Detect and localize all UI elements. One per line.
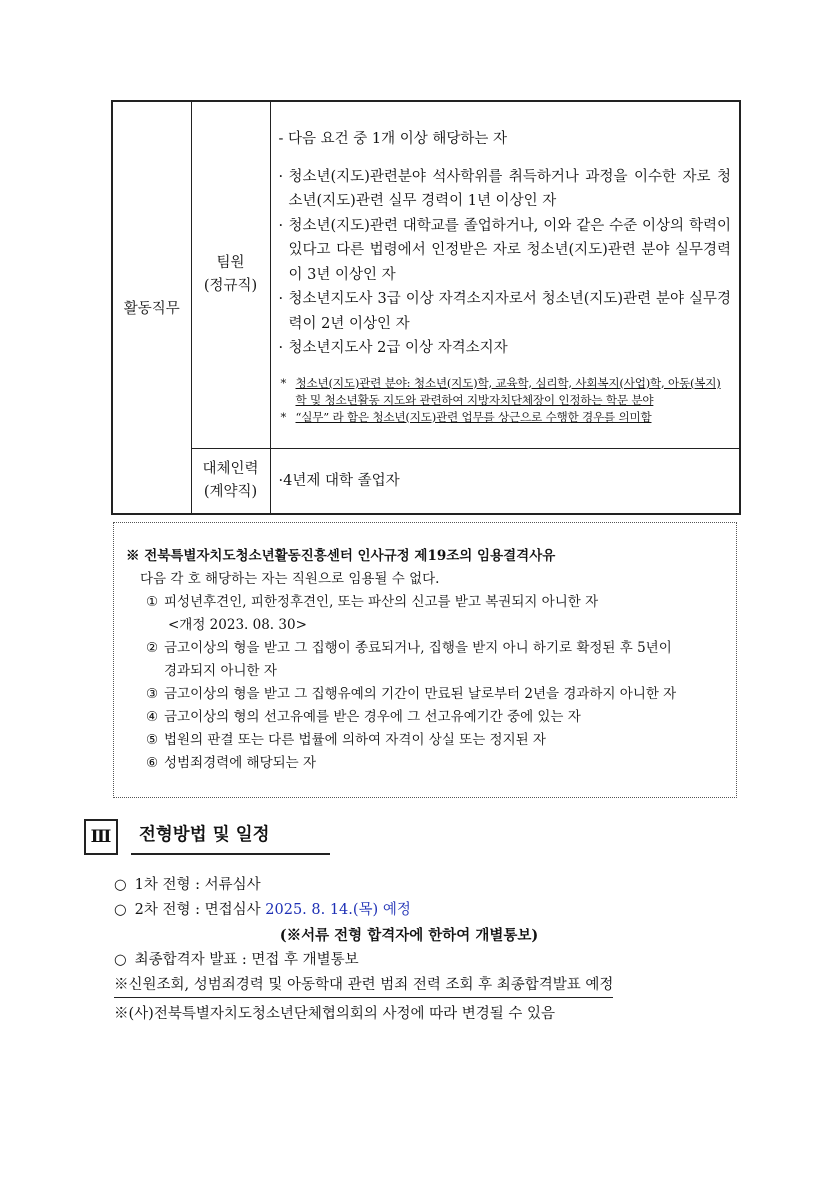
requirements-cell <box>270 101 740 449</box>
schedule-second-round: ○ 2차 전형 : 면접심사 2025. 8. 14.(목) 예정 <box>114 898 744 923</box>
role-type: (정규직) <box>203 278 258 294</box>
list-item: ④ 금고이상의 형의 선고유예를 받은 경우에 그 선고유예기간 중에 있는 자 <box>126 706 726 729</box>
item-number: ⑥ <box>146 755 159 771</box>
role-title: 팀원 <box>216 255 245 271</box>
list-item: ⑤ 법원의 판결 또는 다른 법률에 의하여 자격이 상실 또는 정지된 자 <box>126 729 726 752</box>
notice-subject-to-change: ※(사)전북특별자치도청소년단체협의회의 사정에 따라 변경될 수 있음 <box>114 1006 556 1022</box>
note-item: * “실무” 라 함은 청소년(지도)관련 업무를 상근으로 수행한 경우를 의미함 <box>280 409 652 424</box>
notice-background-check: ※신원조회, 성범죄경력 및 아동학대 관련 범죄 전력 조회 후 최종합격발표 예정 <box>114 973 744 998</box>
requirements-intro: - 다음 요건 중 1개 이상 해당하는 자 <box>278 130 507 147</box>
section-number: Ⅲ <box>84 819 118 855</box>
alt-role-type: (계약직) <box>203 484 258 500</box>
note-mark: * <box>280 375 287 390</box>
category-label: 활동직무 <box>123 301 180 317</box>
second-round-note: (※서류 전형 합격자에 한하여 개별통보) <box>279 927 539 944</box>
requirement-item: · 청소년(지도)관련 대학교를 졸업하거나, 이와 같은 수준 이상의 학력이 있다고 다른 법령에서 인정받은 자로 청소년(지도)관련 분야 실무경력이 3년 이상인 자 <box>279 214 732 288</box>
alt-role-title: 대체인력 <box>202 461 259 477</box>
note-mark: * <box>280 409 287 424</box>
bullet-mark: · <box>278 340 284 356</box>
disqualification-intro: 다음 각 호 해당하는 자는 직원으로 임용될 수 없다. <box>140 571 440 587</box>
schedule <box>114 873 744 1027</box>
requirement-notes <box>279 375 732 426</box>
section-title: 전형방법 및 일정 <box>131 819 330 855</box>
item-number: ⑤ <box>146 732 159 748</box>
bullet-mark: · <box>278 473 284 489</box>
schedule-first-round: ○ 1차 전형 : 서류심사 <box>114 873 744 898</box>
circle-bullet: ○ <box>114 952 127 968</box>
bullet-mark: · <box>278 291 284 307</box>
disqualification-box <box>113 522 737 798</box>
note-item: * 청소년(지도)관련 분야: 청소년(지도)학, 교육학, 심리학, 사회복지(사업)학, 아동(복지)학 및 청소년활동 지도와 관련하여 지방자치단체장이 인정하는 학문 분야 <box>280 375 721 407</box>
item-number: ② <box>146 640 159 656</box>
alt-role-cell <box>191 449 270 515</box>
alt-requirement: 4년제 대학 졸업자 <box>283 473 400 489</box>
role-cell <box>191 101 270 449</box>
disqualification-title: ※ 전북특별자치도청소년활동진흥센터 인사규정 제19조의 임용결격사유 <box>126 548 556 564</box>
schedule-final: ○ 최종합격자 발표 : 면접 후 개별통보 <box>114 948 744 973</box>
table-row <box>112 101 740 449</box>
list-item: ① 피성년후견인, 피한정후견인, 또는 파산의 신고를 받고 복권되지 아니한 자 <개정 2023. 08. 30> <box>126 591 726 637</box>
bullet-mark: · <box>278 217 284 234</box>
list-item: ③ 금고이상의 형을 받고 그 집행유예의 기간이 만료된 날로부터 2년을 경과하지 아니한 자 <box>126 683 726 706</box>
alt-requirement-cell <box>270 449 740 515</box>
list-item: ⑥ 성범죄경력에 해당되는 자 <box>126 752 726 775</box>
list-item: ② 금고이상의 형을 받고 그 집행이 종료되거나, 집행을 받지 아니 하기로 확정된 후 5년이 경과되지 아니한 자 <box>126 637 726 683</box>
item-number: ③ <box>146 686 159 702</box>
category-cell <box>112 101 191 514</box>
requirement-item: · 청소년지도사 3급 이상 자격소지자로서 청소년(지도)관련 분야 실무경력이 2년 이상인 자 <box>279 287 732 336</box>
requirement-item: · 청소년지도사 2급 이상 자격소지자 <box>279 336 732 361</box>
interview-date: 2025. 8. 14.(목) 예정 <box>265 902 411 918</box>
circle-bullet: ○ <box>114 902 127 918</box>
circle-bullet: ○ <box>114 877 127 893</box>
requirement-item: · 청소년(지도)관련분야 석사학위를 취득하거나 과정을 이수한 자로 청소년(지도)관련 실무 경력이 1년 이상인 자 <box>279 165 732 214</box>
table-row <box>112 449 740 515</box>
bullet-mark: · <box>278 168 284 185</box>
qualification-table <box>111 100 741 515</box>
item-number: ① <box>146 594 159 610</box>
item-number: ④ <box>146 709 159 725</box>
